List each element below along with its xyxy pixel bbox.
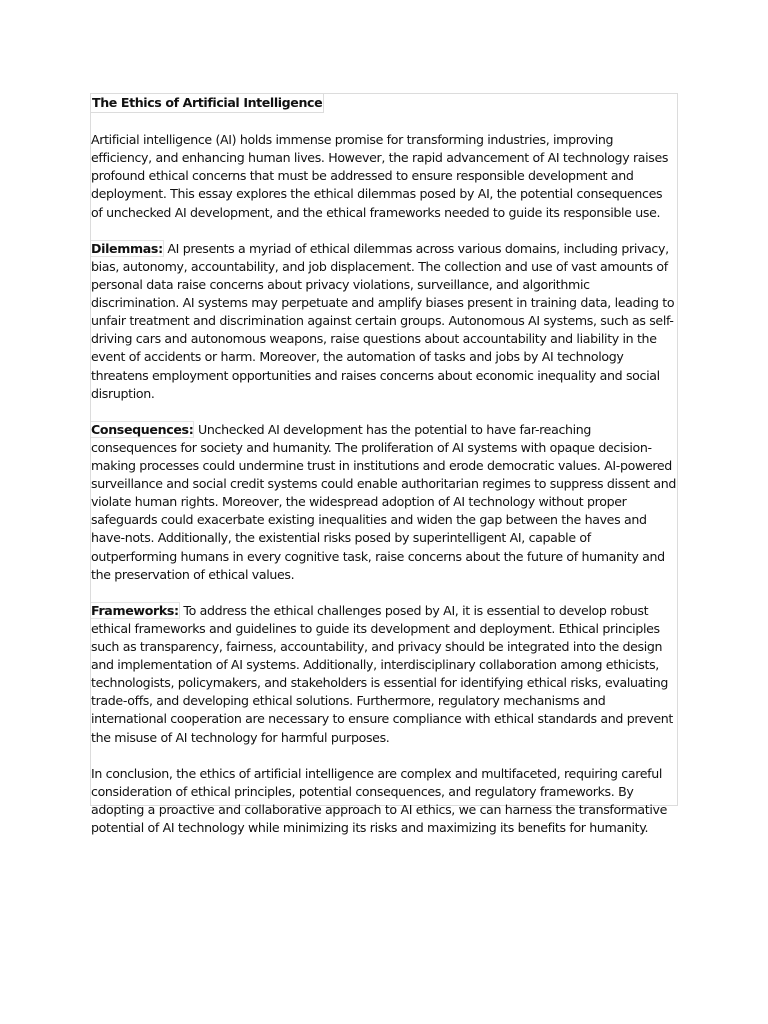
dilemmas-label: Dilemmas:: [91, 240, 163, 256]
frameworks-text: To address the ethical challenges posed by AI, it is essential to develop robust ethical frameworks and guidelines to guide its development and deployment. Ethical principles such as transparency, fairness, accountability, and privacy should be integrated into the design and implementation of AI systems. Additionally, interdisciplinary collaboration among ethicists, technologists, policymakers, and stakeholders is essential for identifying ethical risks, evaluating trade-offs, and developing ethical solutions. Furthermore, regulatory mechanisms and international cooperation are necessary to ensure compliance with ethical standards and prevent the misuse of AI technology for harmful purposes.: [91, 602, 674, 745]
document-title: The Ethics of Artificial Intelligence: [91, 94, 324, 113]
consequences-paragraph: [91, 421, 677, 584]
paragraph-gap: [91, 403, 677, 421]
paragraph-gap: [91, 113, 677, 131]
consequences-label: Consequences:: [91, 421, 194, 437]
document-body: [90, 93, 678, 836]
frameworks-label: Frameworks:: [91, 602, 179, 618]
paragraph-gap: [91, 584, 677, 602]
consequences-text: Unchecked AI development has the potential to have far-reaching consequences for society and humanity. The proliferation of AI systems with opaque decision-making processes could undermine trust in institutions and erode democratic values. AI-powered surveillance and social credit systems could enable authoritarian regimes to suppress dissent and violate human rights. Moreover, the widespread adoption of AI technology without proper safeguards could exacerbate existing inequalities and widen the gap between the haves and have-nots. Additionally, the existential risks posed by superintelligent AI, capable of outperforming humans in every cognitive task, raise concerns about the future of humanity and the preservation of ethical values.: [91, 421, 677, 582]
frameworks-paragraph: [91, 602, 677, 747]
dilemmas-paragraph: [91, 240, 677, 403]
intro-paragraph: Artificial intelligence (AI) holds immense promise for transforming industries, improving efficiency, and enhancing human lives. However, the rapid advancement of AI technology raises profound ethical concerns that must be addressed to ensure responsible development and deployment. This essay explores the ethical dilemmas posed by AI, the potential consequences of unchecked AI development, and the ethical frameworks needed to guide its responsible use.: [91, 132, 669, 220]
paragraph-gap: [91, 222, 677, 240]
dilemmas-text: AI presents a myriad of ethical dilemmas across various domains, including privacy, bias, autonomy, accountability, and job displacement. The collection and use of vast amounts of personal data raise concerns about privacy violations, surveillance, and algorithmic discrimination. AI systems may perpetuate and amplify biases present in training data, leading to unfair treatment and discrimination against certain groups. Autonomous AI systems, such as self-driving cars and autonomous weapons, raise questions about accountability and liability in the event of accidents or harm. Moreover, the automation of tasks and jobs by AI technology threatens employment opportunities and raises concerns about economic inequality and social disruption.: [91, 240, 675, 401]
conclusion-paragraph: In conclusion, the ethics of artificial intelligence are complex and multifaceted, requiring careful consideration of ethical principles, potential consequences, and regulatory frameworks. By adopting a proactive and collaborative approach to AI ethics, we can harness the transformative potential of AI technology while minimizing its risks and maximizing its benefits for humanity.: [91, 765, 667, 836]
paragraph-gap: [91, 747, 677, 765]
title-line: [91, 94, 677, 113]
